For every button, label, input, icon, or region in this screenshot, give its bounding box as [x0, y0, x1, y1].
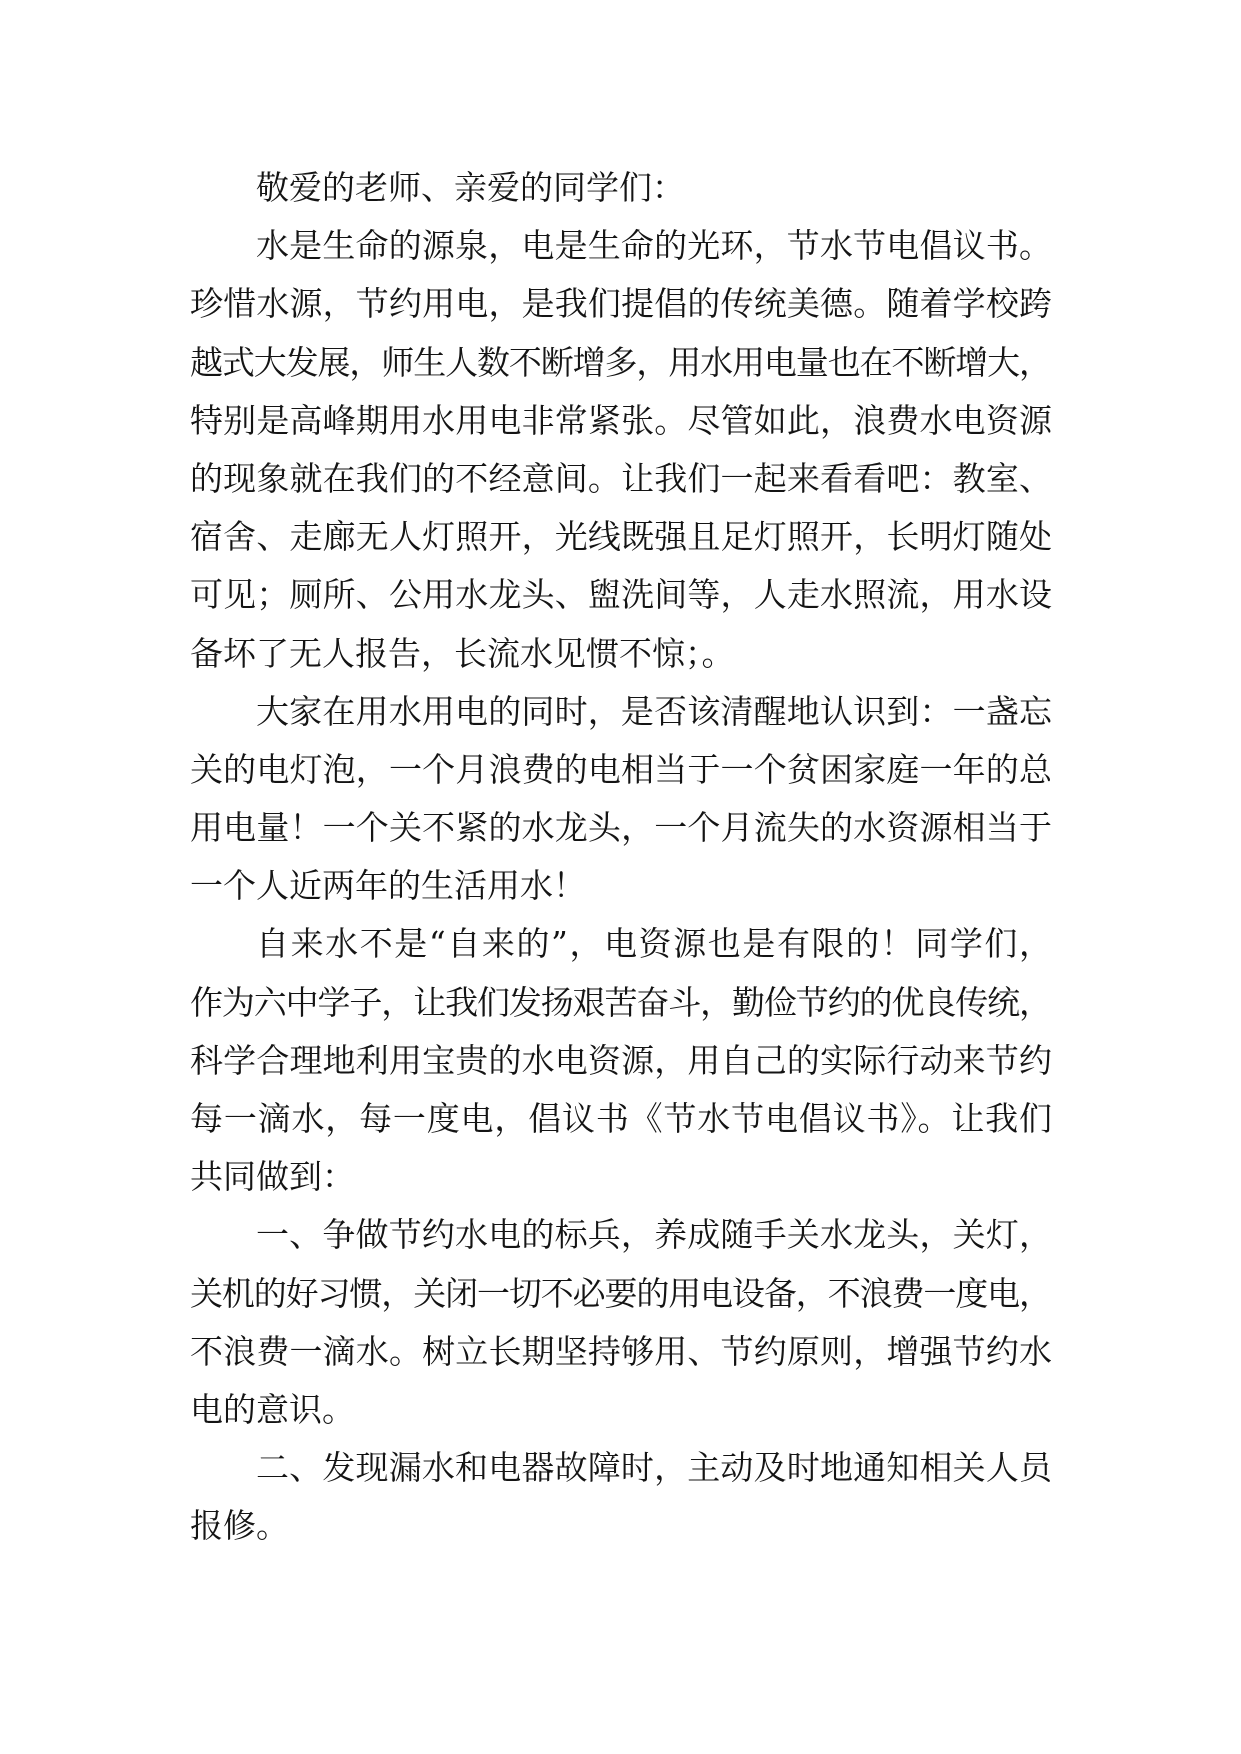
paragraph	[190, 1206, 1052, 1439]
text-line	[190, 392, 1052, 450]
text-line-content: 备坏了无人报告，长流水见惯不惊；。	[190, 633, 735, 673]
text-line-content: 二、发现漏水和电器故障时，主动及时地通知相关人员	[256, 1448, 1053, 1488]
paragraph	[190, 683, 1052, 916]
text-line	[190, 1439, 1052, 1497]
text-line-content: 一、争做节约水电的标兵，养成随手关水龙头，关灯，	[256, 1215, 1053, 1255]
text-line-content: 电的意识。	[190, 1389, 355, 1429]
paragraph	[190, 915, 1052, 1206]
text-line	[190, 974, 1052, 1032]
paragraph	[190, 217, 1052, 683]
text-line-content: 水是生命的源泉，电是生命的光环，节水节电倡议书。	[256, 226, 1053, 266]
text-line	[190, 1265, 1052, 1323]
text-line-content: 越式大发展，师生人数不断增多，用水用电量也在不断增大，	[190, 342, 1051, 382]
text-line	[190, 625, 1052, 683]
paragraph	[190, 159, 1052, 217]
text-line	[190, 683, 1052, 741]
text-line-content: 科学合理地利用宝贵的水电资源，用自己的实际行动来节约	[190, 1040, 1053, 1080]
text-line	[190, 275, 1052, 333]
text-line	[190, 799, 1052, 857]
text-line-content: 特别是高峰期用水用电非常紧张。尽管如此，浪费水电资源	[190, 400, 1053, 440]
text-line-content: 的现象就在我们的不经意间。让我们一起来看看吧：教室、	[190, 458, 1053, 498]
text-line	[190, 566, 1052, 624]
text-line	[190, 857, 1052, 915]
text-line-content: 共同做到：	[190, 1157, 355, 1197]
text-line	[190, 1032, 1052, 1090]
text-line-content: 关机的好习惯，关闭一切不必要的用电设备，不浪费一度电，	[190, 1273, 1051, 1313]
document-body	[190, 159, 1052, 1556]
text-line	[190, 741, 1052, 799]
text-line	[190, 1323, 1052, 1381]
text-line-content: 珍惜水源，节约用电，是我们提倡的传统美德。随着学校跨	[190, 284, 1053, 324]
text-line	[190, 1206, 1052, 1264]
text-line	[190, 1497, 1052, 1555]
text-line-content: 宿舍、走廊无人灯照开，光线既强且足灯照开，长明灯随处	[190, 517, 1053, 557]
text-line-content: 大家在用水用电的同时，是否该清醒地认识到：一盏忘	[256, 691, 1053, 731]
text-line-content: 每一滴水，每一度电，倡议书《节水节电倡议书》。让我们	[190, 1099, 1053, 1138]
text-line-content: 自来水不是“自来的”，电资源也是有限的！同学们，	[256, 924, 1054, 964]
text-line	[190, 159, 1052, 217]
text-line	[190, 217, 1052, 275]
text-line-content: 一个人近两年的生活用水！	[190, 866, 586, 906]
text-line-content: 不浪费一滴水。树立长期坚持够用、节约原则，增强节约水	[190, 1331, 1053, 1371]
text-line	[190, 1381, 1052, 1439]
text-line-content: 敬爱的老师、亲爱的同学们：	[256, 168, 685, 207]
text-line-content: 作为六中学子，让我们发扬艰苦奋斗，勤俭节约的优良传统，	[190, 982, 1051, 1022]
text-line	[190, 450, 1052, 508]
text-line-content: 报修。	[190, 1506, 289, 1546]
text-line	[190, 334, 1052, 392]
text-line	[190, 1148, 1052, 1206]
text-line-content: 用电量！一个关不紧的水龙头，一个月流失的水资源相当于	[190, 808, 1053, 848]
paragraph	[190, 1439, 1052, 1555]
text-line	[190, 1090, 1052, 1148]
text-line-content: 可见；厕所、公用水龙头、盥洗间等，人走水照流，用水设	[190, 575, 1053, 615]
text-line	[190, 508, 1052, 566]
text-line-content: 关的电灯泡，一个月浪费的电相当于一个贫困家庭一年的总	[190, 749, 1053, 789]
text-line	[190, 915, 1052, 973]
